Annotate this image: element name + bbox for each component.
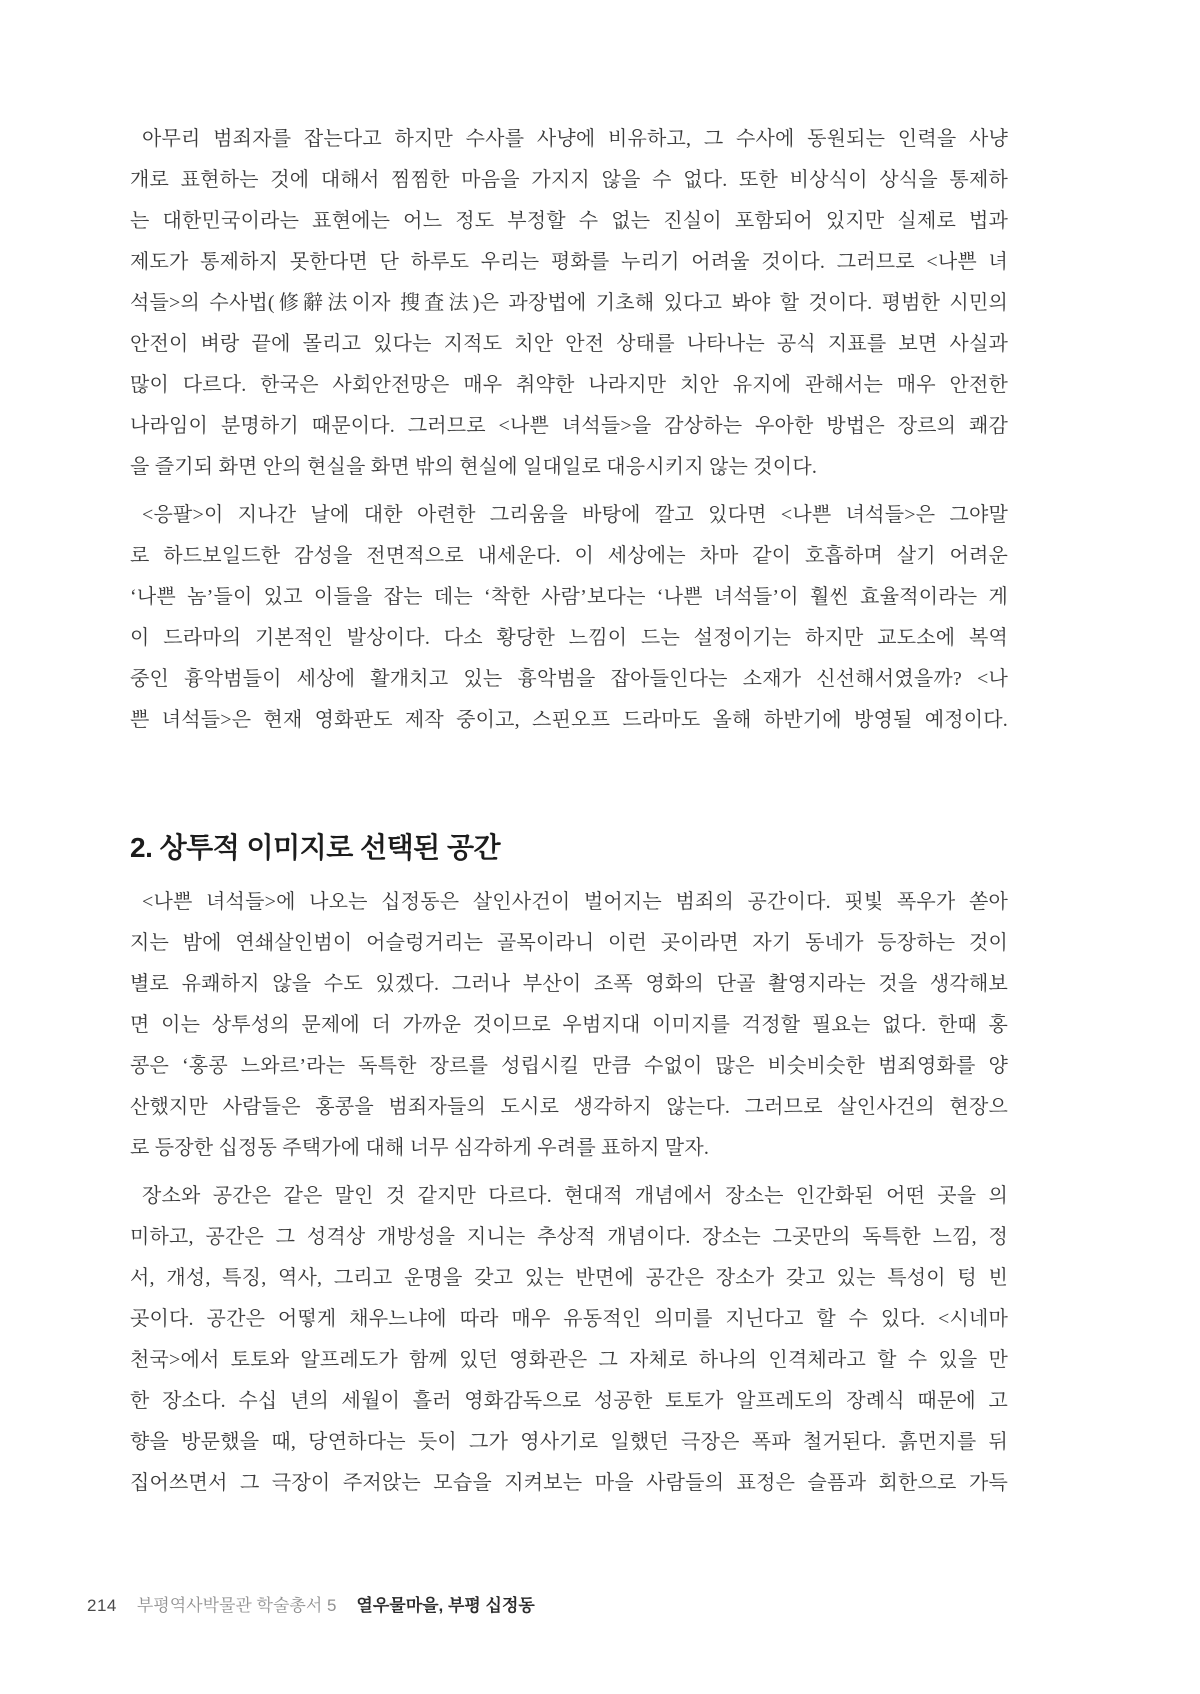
body-text-section-1 — [130, 119, 1008, 741]
text-line: 지는 밤에 연쇄살인범이 어슬렁거리는 골목이라니 이런 곳이라면 자기 동네가 등장하는 것이 — [130, 932, 1008, 954]
text-line: 집어쓰면서 그 극장이 주저앉는 모습을 지켜보는 마을 사람들의 표정은 슬픔과 회한으로 가득 — [130, 1472, 1008, 1494]
text-line: 제도가 통제하지 못한다면 단 하루도 우리는 평화를 누리기 어려울 것이다. 그러므로 <나쁜 녀 — [130, 251, 1008, 273]
text-line: 로 하드보일드한 감성을 전면적으로 내세운다. 이 세상에는 차마 같이 호흡하며 살기 어려운 — [130, 545, 1008, 567]
text-line: 미하고, 공간은 그 성격상 개방성을 지니는 추상적 개념이다. 장소는 그곳만의 독특한 느낌, 정 — [130, 1226, 1008, 1248]
text-line: 을 즐기되 화면 안의 현실을 화면 밖의 현실에 일대일로 대응시키지 않는 것이다. — [130, 456, 818, 478]
text-line: 서, 개성, 특징, 역사, 그리고 운명을 갖고 있는 반면에 공간은 장소가 갖고 있는 특성이 텅 빈 — [130, 1267, 1008, 1289]
body-text-section-2 — [130, 882, 1008, 1504]
text-line: ‘나쁜 놈’들이 있고 이들을 잡는 데는 ‘착한 사람’보다는 ‘나쁜 녀석들’이 훨씬 효율적이라는 게 — [130, 586, 1008, 608]
text-line: 많이 다르다. 한국은 사회안전망은 매우 취약한 나라지만 치안 유지에 관해서는 매우 안전한 — [130, 374, 1008, 396]
text-line: 장소와 공간은 같은 말인 것 같지만 다르다. 현대적 개념에서 장소는 인간화된 어떤 곳을 의 — [142, 1185, 1008, 1207]
paragraph — [130, 495, 1008, 741]
text-line: 아무리 범죄자를 잡는다고 하지만 수사를 사냥에 비유하고, 그 수사에 동원되는 인력을 사냥 — [142, 128, 1008, 150]
text-line: 나라임이 분명하기 때문이다. 그러므로 <나쁜 녀석들>을 감상하는 우아한 방법은 장르의 쾌감 — [130, 415, 1008, 437]
text-line: 개로 표현하는 것에 대해서 찜찜한 마음을 가지지 않을 수 없다. 또한 비상식이 상식을 통제하 — [130, 169, 1008, 191]
page-footer — [87, 1595, 535, 1617]
text-line: 는 대한민국이라는 표현에는 어느 정도 부정할 수 없는 진실이 포함되어 있지만 실제로 법과 — [130, 210, 1008, 232]
text-line: 석들>의 수사법(修辭法이자 搜査法)은 과장법에 기초해 있다고 봐야 할 것이다. 평범한 시민의 — [130, 292, 1008, 314]
text-line: 쁜 녀석들>은 현재 영화판도 제작 중이고, 스핀오프 드라마도 올해 하반기에 방영될 예정이다. — [130, 709, 1008, 731]
paragraph — [130, 1176, 1008, 1504]
text-line: 중인 흉악범들이 세상에 활개치고 있는 흉악범을 잡아들인다는 소재가 신선해서였을까? <나 — [130, 668, 1008, 690]
text-line: <나쁜 녀석들>에 나오는 십정동은 살인사건이 벌어지는 범죄의 공간이다. 핏빛 폭우가 쏟아 — [142, 891, 1008, 913]
book-title: 열우물마을, 부평 십정동 — [356, 1596, 535, 1615]
text-line: 면 이는 상투성의 문제에 더 가까운 것이므로 우범지대 이미지를 걱정할 필요는 없다. 한때 홍 — [130, 1014, 1008, 1036]
text-line: 별로 유쾌하지 않을 수도 있겠다. 그러나 부산이 조폭 영화의 단골 촬영지라는 것을 생각해보 — [130, 973, 1008, 995]
text-line: 산했지만 사람들은 홍콩을 범죄자들의 도시로 생각하지 않는다. 그러므로 살인사건의 현장으 — [130, 1096, 1008, 1118]
text-line: 콩은 ‘홍콩 느와르’라는 독특한 장르를 성립시킬 만큼 수없이 많은 비슷비슷한 범죄영화를 양 — [130, 1055, 1008, 1077]
text-line: 곳이다. 공간은 어떻게 채우느냐에 따라 매우 유동적인 의미를 지닌다고 할 수 있다. <시네마 — [130, 1308, 1008, 1330]
paragraph — [130, 882, 1008, 1169]
page-number: 214 — [87, 1596, 117, 1615]
text-line: <응팔>이 지나간 날에 대한 아련한 그리움을 바탕에 깔고 있다면 <나쁜 녀석들>은 그야말 — [142, 504, 1008, 526]
text-line: 향을 방문했을 때, 당연하다는 듯이 그가 영사기로 일했던 극장은 폭파 철거된다. 흙먼지를 뒤 — [130, 1431, 1008, 1453]
text-line: 한 장소다. 수십 년의 세월이 흘러 영화감독으로 성공한 토토가 알프레도의 장례식 때문에 고 — [130, 1390, 1008, 1412]
section-heading: 2. 상투적 이미지로 선택된 공간 — [130, 832, 501, 863]
text-line: 천국>에서 토토와 알프레도가 함께 있던 영화관은 그 자체로 하나의 인격체라고 할 수 있을 만 — [130, 1349, 1008, 1371]
text-line: 이 드라마의 기본적인 발상이다. 다소 황당한 느낌이 드는 설정이기는 하지만 교도소에 복역 — [130, 627, 1008, 649]
text-line: 로 등장한 십정동 주택가에 대해 너무 심각하게 우려를 표하지 말자. — [130, 1137, 710, 1159]
paragraph — [130, 119, 1008, 488]
series-title: 부평역사박물관 학술총서 5 — [136, 1596, 337, 1615]
text-line: 안전이 벼랑 끝에 몰리고 있다는 지적도 치안 안전 상태를 나타나는 공식 지표를 보면 사실과 — [130, 333, 1008, 355]
